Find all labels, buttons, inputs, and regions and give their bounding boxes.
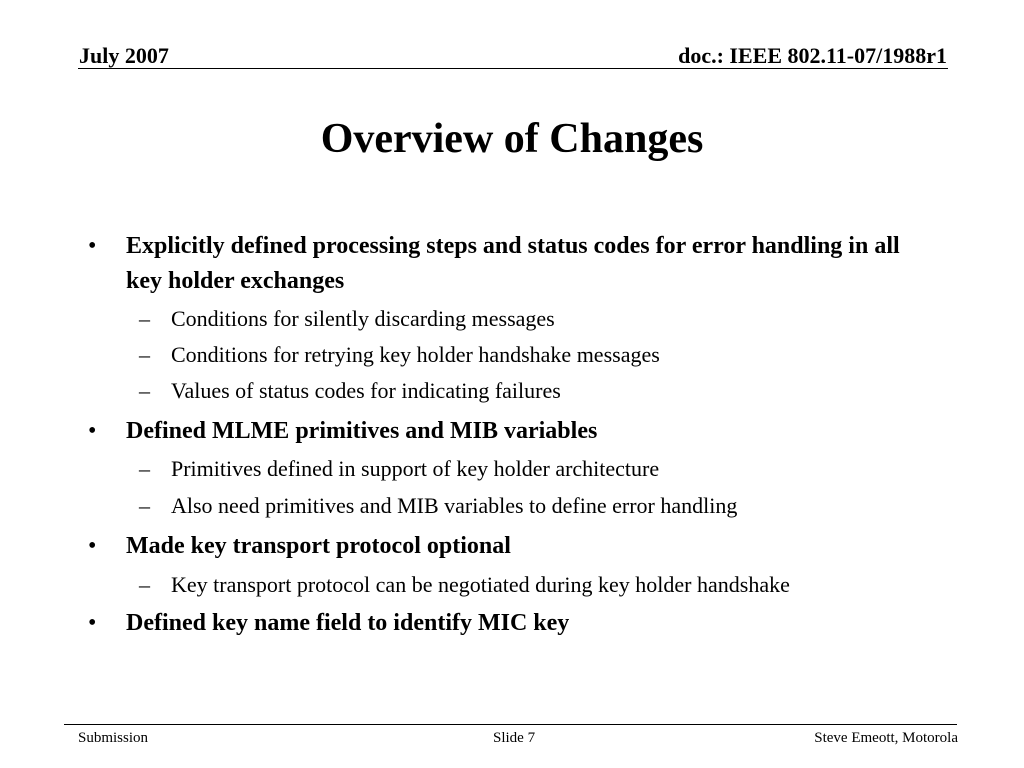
bullet-text-3: Made key transport protocol optional — [126, 533, 511, 559]
dash-marker: – — [139, 493, 150, 518]
slide-title: Overview of Changes — [320, 116, 704, 162]
sub-item-1-3: Values of status codes for indicating failures — [171, 378, 561, 403]
header-doc-id: doc.: IEEE 802.11-07/1988r1 — [678, 43, 947, 68]
dash-marker: – — [139, 456, 150, 481]
bullet-text-1: Explicitly defined processing steps and status codes for error handling in all key holder exchanges — [126, 233, 900, 294]
footer-submission: Submission — [78, 730, 149, 746]
sub-item-1-1: Conditions for silently discarding messages — [171, 306, 555, 331]
bullet-marker: • — [88, 233, 97, 259]
bullet-text-4: Defined key name field to identify MIC key — [126, 610, 570, 636]
dash-marker: – — [139, 306, 150, 331]
header-date: July 2007 — [79, 43, 169, 68]
sub-item-1-2: Conditions for retrying key holder handshake messages — [171, 342, 660, 367]
dash-marker: – — [139, 378, 150, 403]
bullet-marker: • — [88, 610, 97, 636]
sub-item-2-1: Primitives defined in support of key holder architecture — [171, 456, 660, 481]
footer-divider — [64, 724, 957, 725]
dash-marker: – — [139, 342, 150, 367]
sub-item-2-2: Also need primitives and MIB variables to define error handling — [171, 493, 738, 518]
bullet-marker: • — [88, 418, 97, 444]
sub-item-3-1: Key transport protocol can be negotiated during key holder handshake — [171, 572, 790, 597]
dash-marker: – — [139, 572, 150, 597]
bullet-text-2: Defined MLME primitives and MIB variables — [126, 418, 598, 444]
footer-slide-number: Slide 7 — [493, 730, 536, 746]
footer-author: Steve Emeott, Motorola — [814, 730, 958, 746]
bullet-marker: • — [88, 533, 97, 559]
